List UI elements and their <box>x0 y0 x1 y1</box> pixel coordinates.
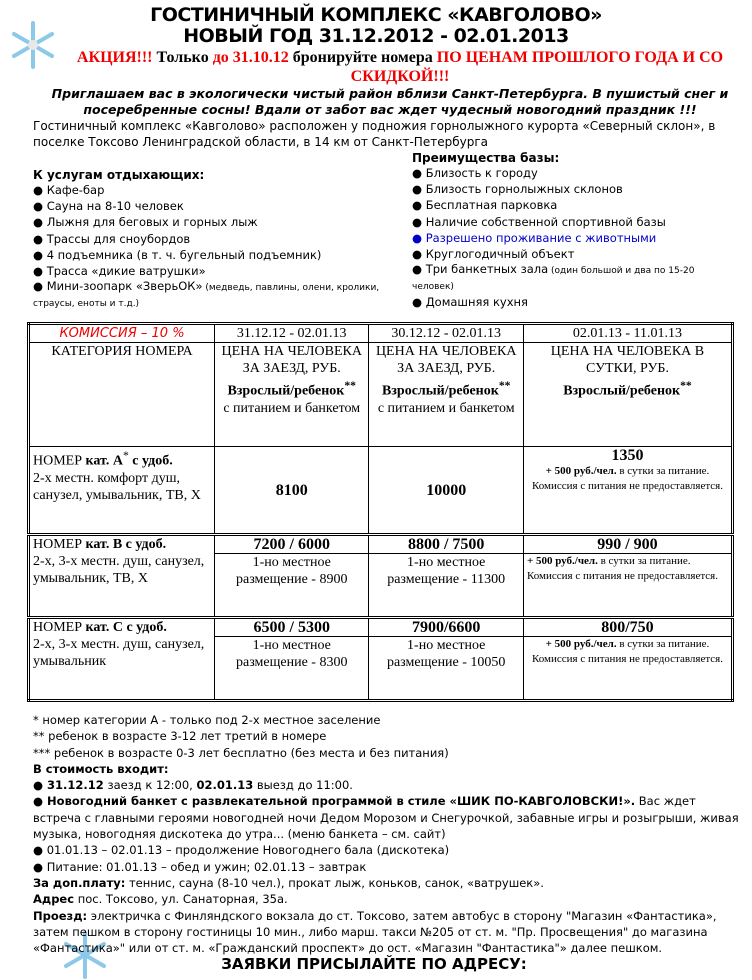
table-row <box>29 343 733 447</box>
single-price: 1-но местное размещение - 10050 <box>369 637 523 701</box>
table-row <box>29 324 733 343</box>
apply-heading: ЗАЯВКИ ПРИСЫЛАЙТЕ ПО АДРЕСУ: <box>221 955 527 974</box>
price-daily: 1350 + 500 руб./чел. в сутки за питание. Комиссия с питания не предоставляется. <box>523 447 732 535</box>
price-header: ЦЕНА НА ЧЕЛОВЕКА ЗА ЗАЕЗД, РУБ. Взрослый/ребенок** с питанием и банкетом <box>369 343 523 447</box>
list-item: ● 4 подъемника (в т. ч. бугельный подъемник) <box>33 247 322 262</box>
footnote: ** ребенок в возрасте 3-12 лет третий в номере <box>33 729 327 744</box>
promo-date: до 31.10.12 <box>212 49 289 66</box>
price-table <box>27 322 734 702</box>
page-title: ГОСТИНИЧНЫЙ КОМПЛЕКС «КАВГОЛОВО» <box>150 4 602 26</box>
commission: КОМИССИЯ – 10 % <box>29 324 215 343</box>
price: 10000 <box>369 447 523 535</box>
services-title: К услугам отдыхающих: <box>33 168 205 182</box>
table-row <box>29 535 733 554</box>
price: 7200 / 6000 <box>215 535 369 554</box>
included-item: ● Новогодний банкет с развлекательной программой в стиле «ШИК ПО-КАВГОЛОВСКИ!». Вас ждет встреча с главными героями новогодней ночи Дедом Морозом и Снегурочкой, забавные игры и розыгрыши, живая музыка, новогодняя дискотека до утра... (меню банкета – см. сайт) <box>33 794 739 842</box>
price: 8100 <box>215 447 369 535</box>
price-header: ЦЕНА НА ЧЕЛОВЕКА ЗА ЗАЕЗД, РУБ. Взрослый/ребенок** с питанием и банкетом <box>215 343 369 447</box>
table-row <box>29 618 733 637</box>
address: Адрес пос. Токсово, ул. Санаторная, 35а. <box>33 892 288 907</box>
included-item: ● Питание: 01.01.13 – обед и ужин; 02.01.13 – завтрак <box>33 859 367 874</box>
advantages-list <box>412 151 732 310</box>
included-item: ● 31.12.12 заезд к 12:00, 02.01.13 выезд до 11:00. <box>33 778 353 793</box>
included-item: ● 01.01.13 – 02.01.13 – продолжение Новогоднего бала (дискотека) <box>33 843 450 858</box>
list-item: ● Близость к городу <box>412 166 538 180</box>
footnote: * номер категории А - только под 2-х местное заселение <box>33 713 381 727</box>
single-price: 1-но местное размещение - 11300 <box>369 554 523 618</box>
period: 02.01.13 - 11.01.13 <box>523 324 732 343</box>
price-daily: 990 / 900 <box>523 535 732 554</box>
list-item: ● Лыжня для беговых и горных лыж <box>33 215 258 230</box>
invitation: Приглашаем вас в экологически чистый район вблизи Санкт-Петербурга. В пушистый снег и посеребренные сосны! Вдали от забот вас ждет чудесный новогодний праздник !!! <box>51 86 729 117</box>
footnote: *** ребенок в возрасте 0-3 лет бесплатно (без места и без питания) <box>33 745 449 760</box>
services-list <box>33 168 403 311</box>
single-price: 1-но местное размещение - 8300 <box>215 637 369 701</box>
list-item: ● Круглогодичный объект <box>412 247 575 262</box>
route: Проезд: электричка с Финляндского вокзала до ст. Токсово, затем автобус в сторону "Магазин «Фантастика», затем пешком в сторону гостиницы 10 мин., либо марш. такси №205 от ст. м. "Пр. Просвещения" до магазина «Фантастика»" или от ст. м. «Гражданский проспект» до ост. «Магазин "Фантастика"» далее пешком. <box>33 908 717 956</box>
category-header: КАТЕГОРИЯ НОМЕРА <box>29 343 215 447</box>
meal-note: + 500 руб./чел. в сутки за питание. Комиссия с питания не предоставляется. <box>523 637 732 701</box>
list-item: ● Разрешено проживание с животными <box>412 230 657 245</box>
list-item: ● Близость горнолыжных склонов <box>412 182 623 197</box>
page-subtitle: НОВЫЙ ГОД 31.12.2012 - 02.01.2013 <box>183 25 569 47</box>
price-daily: 800/750 <box>523 618 732 637</box>
promo <box>55 48 745 86</box>
advantages-title: Преимущества базы: <box>412 151 560 165</box>
included-title: В стоимость входит: <box>33 761 169 776</box>
meal-note: + 500 руб./чел. в сутки за питание. Комиссия с питания не предоставляется. <box>523 554 732 618</box>
promo-action: АКЦИЯ!!! <box>76 49 153 66</box>
list-item: ● Домашняя кухня <box>412 295 528 310</box>
price: 7900/6600 <box>369 618 523 637</box>
list-item: ● Трассы для сноубордов <box>33 231 191 246</box>
list-item: ● Сауна на 8-10 человек <box>33 199 184 214</box>
table-row <box>29 447 733 535</box>
price: 6500 / 5300 <box>215 618 369 637</box>
list-item: ● Трасса «дикие ватрушки» <box>33 264 206 279</box>
promo-offer: ПО ЦЕНАМ ПРОШЛОГО ГОДА И СО СКИДКОЙ!!! <box>350 49 724 85</box>
intro: Гостиничный комплекс «Кавголово» расположен у подножия горнолыжного курорта «Северный склон», в поселке Токсово Ленинградской области, в 14 км от Санкт-Петербурга <box>33 119 716 149</box>
single-price: 1-но местное размещение - 8900 <box>215 554 369 618</box>
extra-services: За доп.плату: теннис, сауна (8-10 чел.), прокат лыж, коньков, санок, «ватрушек». <box>33 875 544 890</box>
list-item: ● Мини-зоопарк «ЗверьОК» (медведь, павлины, олени, кролики, страусы, еноты и т.д.) <box>33 279 380 310</box>
promo-text: бронируйте номера <box>288 49 437 66</box>
list-item: ● Бесплатная парковка <box>412 198 558 213</box>
period: 30.12.12 - 02.01.13 <box>369 324 523 343</box>
list-item: ● Кафе-бар <box>33 183 105 197</box>
footer-notes <box>33 712 745 973</box>
room-category: НОМЕР кат. С с удоб. 2-х, 3-х местн. душ, санузел, умывальник <box>29 618 215 701</box>
room-category: НОМЕР кат. В с удоб. 2-х, 3-х местн. душ, санузел, умывальник, ТВ, Х <box>29 535 215 618</box>
price-header: ЦЕНА НА ЧЕЛОВЕКА В СУТКИ, РУБ. Взрослый/ребенок** <box>523 343 732 447</box>
period: 31.12.12 - 02.01.13 <box>215 324 369 343</box>
promo-text: Только <box>152 49 213 66</box>
list-item: ● Три банкетных зала (один большой и два по 15-20 человек) <box>412 262 695 293</box>
room-category: НОМЕР кат. А* с удоб. 2-х местн. комфорт душ, санузел, умывальник, ТВ, Х <box>29 447 215 535</box>
price: 8800 / 7500 <box>369 535 523 554</box>
list-item: ● Наличие собственной спортивной базы <box>412 214 666 229</box>
